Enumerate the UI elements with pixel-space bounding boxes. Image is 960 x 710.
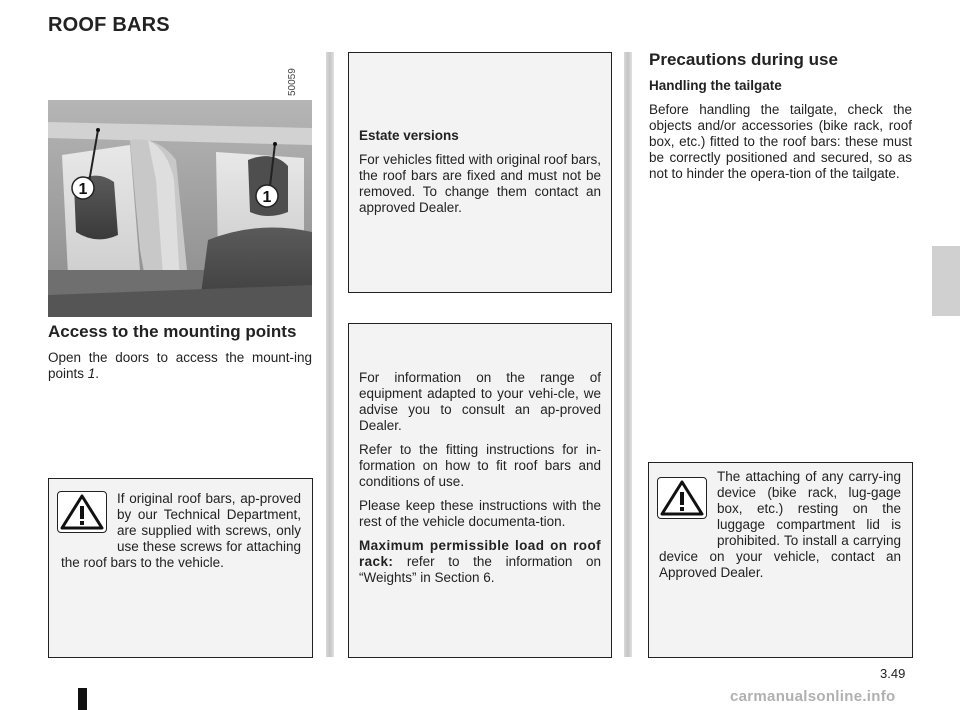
right-column <box>649 50 912 182</box>
left-column <box>48 322 312 382</box>
estate-versions-content <box>359 128 601 224</box>
warning-box-right <box>648 462 913 658</box>
estate-versions-box <box>348 52 612 293</box>
callout-1-right-label: 1 <box>262 189 272 206</box>
section-tab <box>932 246 960 316</box>
tailgate-subheading: Handling the tailgate <box>649 78 782 93</box>
photo-id: 50059 <box>287 68 298 96</box>
equipment-info-p4 <box>359 538 601 586</box>
equipment-info-content <box>359 370 601 594</box>
column-divider-left <box>326 52 334 657</box>
warning-left-text: If original roof bars, ap-proved by our Technical Department, are supplied with screws, only use these screws for attaching the roof bars to the vehicle. <box>61 491 301 570</box>
callout-1-right <box>256 185 278 207</box>
warning-right-float <box>659 469 717 537</box>
estate-versions-text: For vehicles fitted with original roof bars, the roof bars are fixed and must not be removed. To change them contact an approved Dealer. <box>359 152 601 215</box>
max-load-label: Maximum permissible load on roof rack: <box>359 538 601 569</box>
warning-left-float <box>61 491 117 553</box>
estate-versions-heading: Estate versions <box>359 128 459 143</box>
watermark: carmanualsonline.info <box>730 688 896 705</box>
warning-right-text-wrap <box>659 469 901 589</box>
warning-left-text-wrap <box>61 491 301 579</box>
page-number: 3.49 <box>880 666 906 681</box>
tailgate-text: Before handling the tailgate, check the objects and/or accessories (bike rack, roof box, etc.) fitted to the roof bars: these must be correctly positioned and secured, so as not to hinder the opera-tion of the tailgate. <box>649 102 912 181</box>
callout-1-left <box>72 177 94 199</box>
car-interior-illustration <box>48 100 312 317</box>
column-divider-right <box>624 52 632 657</box>
access-text <box>48 350 312 382</box>
access-text-main: Open the doors to access the mount-ing points <box>48 350 312 381</box>
equipment-info-p2: Refer to the fitting instructions for in-formation on how to fit roof bars and conditions of use. <box>359 442 601 489</box>
max-load-text: refer to the information on “Weights” in Section 6. <box>359 554 601 585</box>
access-heading: Access to the mounting points <box>48 322 297 341</box>
warning-box-left <box>48 478 313 658</box>
callout-1-left-label: 1 <box>78 181 88 198</box>
footer-mark <box>78 688 87 710</box>
precautions-heading: Precautions during use <box>649 50 838 69</box>
warning-right-text: The attaching of any carry-ing device (bike rack, lug-gage box, etc.) resting on the luggage compartment lid is prohibited. To install a carrying device on your vehicle, contact an Approved Dealer. <box>659 469 901 580</box>
equipment-info-p3: Please keep these instructions with the rest of the vehicle documenta-tion. <box>359 498 601 529</box>
mounting-point-ref: 1 <box>87 366 96 381</box>
equipment-info-box <box>348 323 612 658</box>
roof-bar-photo <box>48 100 312 317</box>
page-title: ROOF BARS <box>48 14 170 36</box>
equipment-info-p1: For information on the range of equipment adapted to your vehi-cle, we advise you to consult an ap-proved Dealer. <box>359 370 601 433</box>
access-text-end: . <box>95 366 100 381</box>
